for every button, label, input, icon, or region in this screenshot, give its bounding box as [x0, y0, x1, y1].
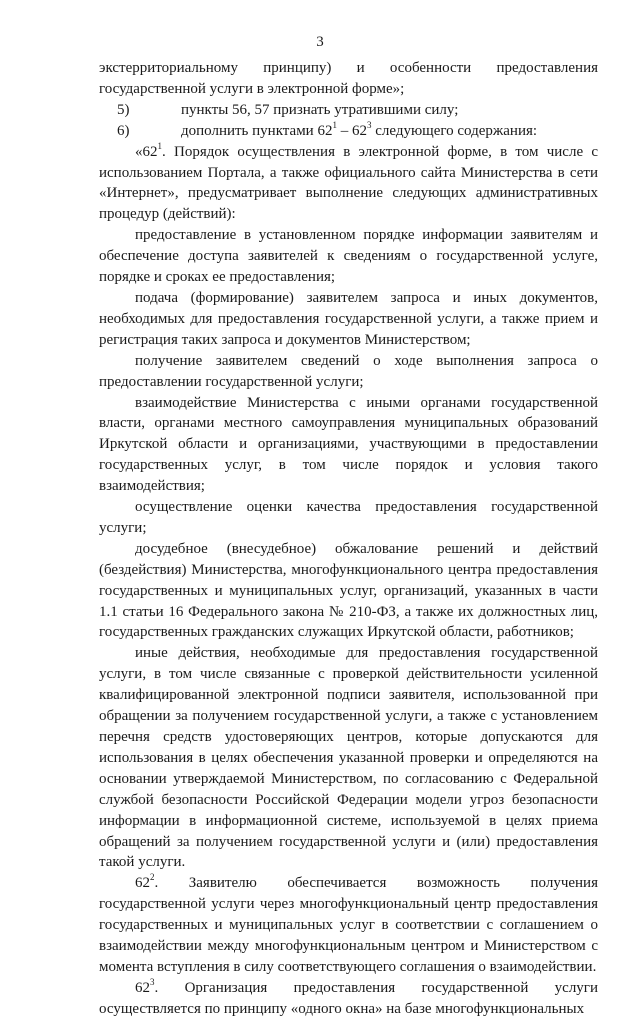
list-item-6: 6) дополнить пунктами $62^1 - 62^3$ следующего содержания:: [99, 121, 598, 142]
procedure-item: взаимодействие Министерства с иными органами государственной власти, органами местного самоуправления муниципальных образований Иркутской области и организациями, участвующими в предоставлении государственных услуг, в том числе порядок и условия такого взаимодействия;: [99, 394, 598, 495]
procedure-item: осуществление оценки качества предоставления государственной услуги;: [99, 499, 598, 536]
paragraph-62-1: «$62^1$. Порядок осуществления в электронной форме, в том числе с использованием Портала, а также официального сайта Министерства в сети «Интернет», предусматривает выполнение следующих административных процедур (действий):: [99, 140, 598, 223]
item-text: пункты 56, 57 признать утратившими силу;: [181, 101, 459, 118]
procedure-item: иные действия, необходимые для предоставления государственной услуги, в том числе связанные с проверкой действительности усиленной квалифицированной электронной подписи заявителя, использованной при обращении за получением государственной услуги, а также с установлением перечня средств удостоверяющих центров, которые допускаются для использования в целях обеспечения указанной проверки и определяются на основании утверждаемой Министерством, по согласованию с Федеральной службой безопасности Российской Федерации модели угроз безопасности информации в информационной системе, используемой в целях приема обращений за получением государственной услуги и (или) предоставления такой услуги.: [99, 645, 598, 871]
item-number: 5): [117, 101, 130, 118]
paragraph-62-2: $62^2$. Заявителю обеспечивается возможность получения государственной услуги через многофункциональный центр предоставления государственных и муниципальных услуг в соответствии с соглашением о взаимодействии между многофункциональным центром и Министерством с момента вступления в силу соответствующего соглашения о взаимодействии.: [99, 872, 598, 975]
procedure-item: получение заявителем сведений о ходе выполнения запроса о предоставлении государственной услуги;: [99, 352, 598, 390]
procedure-item: подача (формирование) заявителем запроса и иных документов, необходимых для предоставления государственной услуги, а также прием и регистрация таких запроса и документов Министерством;: [99, 289, 598, 348]
list-item-5: [99, 100, 598, 121]
paragraph-62-3: $62^3$. Организация предоставления государственной услуги осуществляется по принципу «одного окна» на базе многофункциональных: [99, 976, 598, 1017]
procedure-item: досудебное (внесудебное) обжалование решений и действий (бездействия) Министерства, многофункционального центра предоставления государственных и муниципальных услуг, организаций, указанных в части 1.1 статьи 16 Федерального закона № 210-ФЗ, а также их должностных лиц, государственных гражданских служащих Иркутской области, работников;: [99, 540, 598, 641]
continuation-paragraph: экстерриториальному принципу) и особенности предоставления государственной услуги в электронной форме»;: [99, 60, 598, 97]
procedure-item: предоставление в установленном порядке информации заявителям и обеспечение доступа заявителей к сведениям о государственной услуге, порядке и сроках ее предоставления;: [99, 227, 598, 286]
item-number: 6): [117, 122, 130, 139]
page-number: 3: [316, 34, 324, 50]
document-body: [99, 58, 598, 1020]
